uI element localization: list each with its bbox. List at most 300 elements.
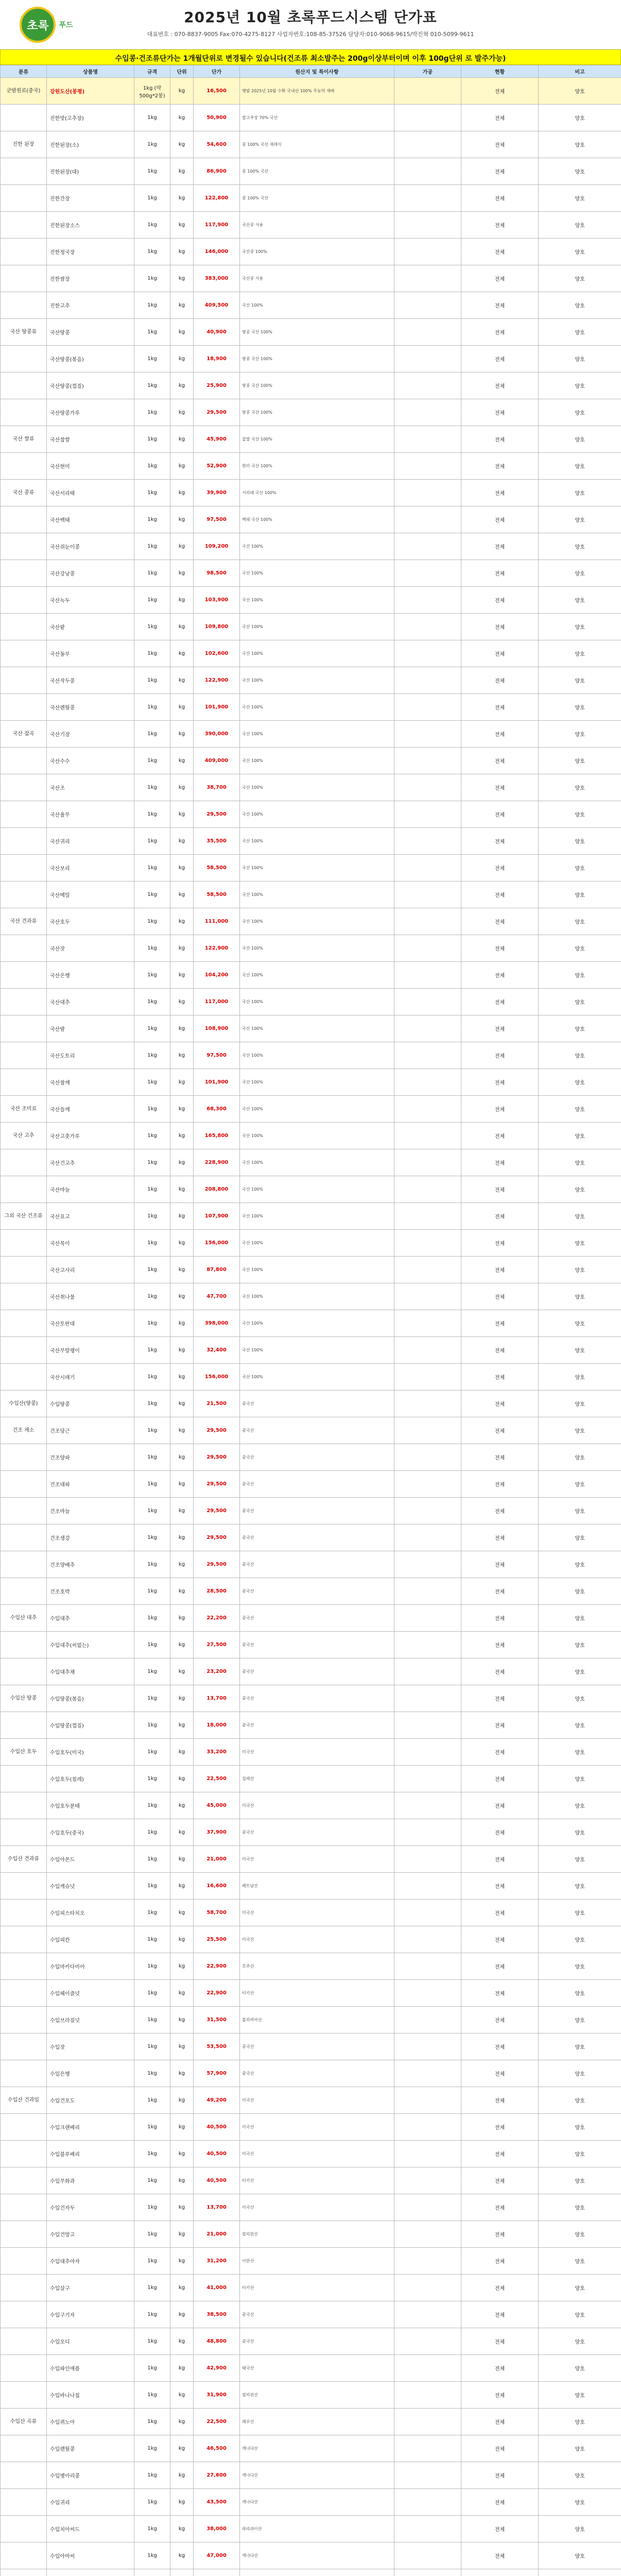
note-cell: 국산 100%: [240, 1149, 394, 1176]
note-cell: 백태 국산 100%: [240, 506, 394, 533]
mark-cell: [394, 1739, 461, 1766]
table-row: [1, 346, 621, 372]
spec-cell: 1kg: [134, 1900, 170, 1926]
table-row: [1, 801, 621, 828]
mark-cell: [394, 1792, 461, 1819]
price-cell: 22,200: [194, 1605, 240, 1632]
unit-cell: kg: [170, 1873, 194, 1900]
mark-cell: [394, 1819, 461, 1846]
spec-cell: 1kg: [134, 2516, 170, 2543]
product-name-cell: 수입대추(씨없는): [47, 1632, 134, 1658]
price-cell: 31,200: [194, 2248, 240, 2275]
unit-cell: kg: [170, 1498, 194, 1524]
process-cell: 전체: [461, 1980, 539, 2007]
price-cell: 97,500: [194, 506, 240, 533]
table-row: [1, 1015, 621, 1042]
mark-cell: [394, 1471, 461, 1498]
status-cell: 양호: [539, 882, 621, 908]
status-cell: 양호: [539, 1444, 621, 1471]
spec-cell: [134, 2569, 170, 2576]
process-cell: 전체: [461, 882, 539, 908]
unit-cell: kg: [170, 2194, 194, 2221]
unit-cell: kg: [170, 2275, 194, 2301]
category-cell: [1, 2355, 47, 2382]
status-cell: 양호: [539, 1417, 621, 1444]
spec-cell: 1kg: [134, 1310, 170, 1337]
status-cell: 양호: [539, 1792, 621, 1819]
table-row: [1, 1739, 621, 1766]
process-cell: 전체: [461, 1873, 539, 1900]
note-cell: 중국산: [240, 1685, 394, 1712]
note-cell: 현미 국산 100%: [240, 453, 394, 480]
column-header: 가공: [394, 65, 461, 78]
table-row: [1, 2114, 621, 2141]
mark-cell: [394, 2194, 461, 2221]
mark-cell: [394, 2033, 461, 2060]
mark-cell: [394, 1873, 461, 1900]
note-cell: 태국산: [240, 2355, 394, 2382]
note-cell: 페루산: [240, 2409, 394, 2435]
process-cell: 전체: [461, 346, 539, 372]
table-row: [1, 2194, 621, 2221]
category-cell: [1, 2221, 47, 2248]
unit-cell: kg: [170, 855, 194, 882]
unit-cell: kg: [170, 1658, 194, 1685]
unit-cell: kg: [170, 1230, 194, 1257]
product-name-cell: 수입캐슈넛: [47, 1873, 134, 1900]
status-cell: 양호: [539, 667, 621, 694]
price-cell: 41,000: [194, 2275, 240, 2301]
mark-cell: [394, 1257, 461, 1283]
note-cell: 미국산: [240, 1792, 394, 1819]
unit-cell: kg: [170, 721, 194, 748]
category-cell: [1, 506, 47, 533]
table-row: [1, 1658, 621, 1685]
category-cell: [1, 1551, 47, 1578]
unit-cell: kg: [170, 399, 194, 426]
note-cell: 국산 100%: [240, 828, 394, 855]
table-row: [1, 1792, 621, 1819]
mark-cell: [394, 1283, 461, 1310]
spec-cell: 1kg: [134, 1712, 170, 1739]
spec-cell: 1kg: [134, 105, 170, 131]
unit-cell: kg: [170, 480, 194, 506]
table-row: [1, 2382, 621, 2409]
category-cell: 수입산 호두: [1, 1739, 47, 1766]
process-cell: 전체: [461, 1042, 539, 1069]
unit-cell: kg: [170, 2489, 194, 2516]
table-row: [1, 1926, 621, 1953]
table-row: [1, 1846, 621, 1873]
product-name-cell: 국산대추: [47, 989, 134, 1015]
note-cell: 콩 100% 국산: [240, 185, 394, 212]
product-name-cell: 국산렌틸콩: [47, 694, 134, 721]
spec-cell: 1kg: [134, 2060, 170, 2087]
process-cell: 전체: [461, 1846, 539, 1873]
category-cell: [1, 614, 47, 640]
product-name-cell: 수입대추채: [47, 1658, 134, 1685]
note-cell: 햇밤 2025년 10월 수확 국내산 100% 무농약 재배: [240, 78, 394, 105]
spec-cell: 1kg: [134, 721, 170, 748]
price-cell: 22,500: [194, 1766, 240, 1792]
process-cell: 전체: [461, 480, 539, 506]
unit-cell: kg: [170, 453, 194, 480]
unit-cell: kg: [170, 1712, 194, 1739]
note-cell: 국산 100%: [240, 560, 394, 587]
price-cell: 21,000: [194, 1846, 240, 1873]
product-name-cell: 국산백태: [47, 506, 134, 533]
note-cell: 콩 100% 국산 재래식: [240, 131, 394, 158]
price-cell: 58,500: [194, 855, 240, 882]
unit-cell: kg: [170, 1444, 194, 1471]
status-cell: 양호: [539, 372, 621, 399]
note-cell: 중국산: [240, 1658, 394, 1685]
mark-cell: [394, 828, 461, 855]
note-cell: 콩 100% 국산: [240, 158, 394, 185]
spec-cell: 1kg: [134, 1926, 170, 1953]
unit-cell: kg: [170, 1203, 194, 1230]
status-cell: 양호: [539, 614, 621, 640]
category-cell: [1, 2114, 47, 2141]
spec-cell: 1kg: [134, 1953, 170, 1980]
category-cell: [1, 1792, 47, 1819]
unit-cell: kg: [170, 2301, 194, 2328]
mark-cell: [394, 2328, 461, 2355]
table-row: [1, 1257, 621, 1283]
unit-cell: kg: [170, 908, 194, 935]
price-cell: 156,000: [194, 1364, 240, 1391]
process-cell: 전체: [461, 1471, 539, 1498]
product-name-cell: 국산수수: [47, 748, 134, 774]
status-cell: 양호: [539, 1900, 621, 1926]
table-row: [1, 1230, 621, 1257]
category-cell: [1, 105, 47, 131]
product-name-cell: 건조양배추: [47, 1551, 134, 1578]
mark-cell: [394, 1926, 461, 1953]
price-cell: 48,800: [194, 2328, 240, 2355]
category-cell: [1, 1980, 47, 2007]
unit-cell: kg: [170, 1819, 194, 1846]
price-cell: 28,500: [194, 1578, 240, 1605]
process-cell: 전체: [461, 2167, 539, 2194]
note-cell: 국산 100%: [240, 748, 394, 774]
mark-cell: [394, 640, 461, 667]
mark-cell: [394, 1900, 461, 1926]
status-cell: 양호: [539, 748, 621, 774]
table-row: [1, 1873, 621, 1900]
process-cell: 전체: [461, 78, 539, 105]
status-cell: 양호: [539, 212, 621, 239]
product-name-cell: 국산은행: [47, 962, 134, 989]
price-cell: 52,900: [194, 453, 240, 480]
category-cell: [1, 2301, 47, 2328]
mark-cell: [394, 2301, 461, 2328]
process-cell: 전체: [461, 2114, 539, 2141]
process-cell: 전체: [461, 105, 539, 131]
spec-cell: 1kg: [134, 1471, 170, 1498]
unit-cell: kg: [170, 2060, 194, 2087]
process-cell: 전체: [461, 2409, 539, 2435]
process-cell: 전체: [461, 372, 539, 399]
status-cell: 양호: [539, 158, 621, 185]
process-cell: 전체: [461, 506, 539, 533]
table-row: [1, 506, 621, 533]
price-cell: 86,900: [194, 158, 240, 185]
mark-cell: [394, 453, 461, 480]
product-name-cell: 진한맛(고추장): [47, 105, 134, 131]
note-cell: 파라과이산: [240, 2516, 394, 2543]
table-row: [1, 2087, 621, 2114]
status-cell: 양호: [539, 1551, 621, 1578]
product-name-cell: 국산무말랭이: [47, 1337, 134, 1364]
category-cell: [1, 265, 47, 292]
mark-cell: [394, 748, 461, 774]
status-cell: 양호: [539, 131, 621, 158]
note-cell: 중국산: [240, 1605, 394, 1632]
spec-cell: 1kg: [134, 319, 170, 346]
mark-cell: [394, 1176, 461, 1203]
mark-cell: [394, 1391, 461, 1417]
mark-cell: [394, 2382, 461, 2409]
unit-cell: kg: [170, 2033, 194, 2060]
spec-cell: 1kg: [134, 533, 170, 560]
spec-cell: 1kg: [134, 1283, 170, 1310]
price-cell: 109,200: [194, 533, 240, 560]
status-cell: 양호: [539, 2007, 621, 2033]
table-row: [1, 533, 621, 560]
mark-cell: [394, 1069, 461, 1096]
product-name-cell: 수입땅콩(볶음): [47, 1685, 134, 1712]
mark-cell: [394, 1980, 461, 2007]
note-cell: 중국산: [240, 1471, 394, 1498]
note-cell: 국산 100%: [240, 801, 394, 828]
category-cell: [1, 1444, 47, 1471]
unit-cell: kg: [170, 1846, 194, 1873]
price-cell: 29,500: [194, 1444, 240, 1471]
spec-cell: 1kg: [134, 614, 170, 640]
process-cell: 전체: [461, 2543, 539, 2569]
spec-cell: 1kg: [134, 774, 170, 801]
unit-cell: kg: [170, 587, 194, 614]
product-name-cell: 수입구기자: [47, 2301, 134, 2328]
logo-mark: 초록: [20, 7, 56, 43]
status-cell: 양호: [539, 1176, 621, 1203]
price-cell: 108,900: [194, 1015, 240, 1042]
product-name-cell: 수입건망고: [47, 2221, 134, 2248]
process-cell: 전체: [461, 2248, 539, 2275]
spec-cell: 1kg: [134, 1257, 170, 1283]
table-header-row: [1, 65, 621, 78]
unit-cell: [170, 2569, 194, 2576]
status-cell: 양호: [539, 774, 621, 801]
product-name-cell: 수입블루베리: [47, 2141, 134, 2167]
product-name-cell: 국산서리태: [47, 480, 134, 506]
category-cell: [1, 372, 47, 399]
process-cell: 전체: [461, 1766, 539, 1792]
mark-cell: [394, 2141, 461, 2167]
table-row: [1, 1551, 621, 1578]
unit-cell: kg: [170, 1471, 194, 1498]
process-cell: 전체: [461, 426, 539, 453]
spec-cell: 1kg: [134, 1792, 170, 1819]
note-cell: 터키산: [240, 2167, 394, 2194]
process-cell: 전체: [461, 1283, 539, 1310]
price-cell: 102,600: [194, 640, 240, 667]
mark-cell: [394, 1337, 461, 1364]
unit-cell: kg: [170, 2409, 194, 2435]
status-cell: 양호: [539, 1766, 621, 1792]
unit-cell: kg: [170, 2516, 194, 2543]
mark-cell: [394, 1096, 461, 1123]
process-cell: 전체: [461, 399, 539, 426]
price-cell: 43,500: [194, 2489, 240, 2516]
status-cell: 양호: [539, 1712, 621, 1739]
column-header: 단위: [170, 65, 194, 78]
process-cell: 전체: [461, 2194, 539, 2221]
mark-cell: [394, 2516, 461, 2543]
note-cell: 국산 100%: [240, 908, 394, 935]
status-cell: 양호: [539, 533, 621, 560]
table-row: [1, 2275, 621, 2301]
product-name-cell: 수입대추야자: [47, 2248, 134, 2275]
mark-cell: [394, 2275, 461, 2301]
spec-cell: 1kg: [134, 1015, 170, 1042]
price-cell: 25,900: [194, 372, 240, 399]
mark-cell: [394, 319, 461, 346]
note-cell: 국산콩 사용: [240, 212, 394, 239]
table-row: [1, 667, 621, 694]
category-cell: 수입산(땅콩): [1, 1391, 47, 1417]
mark-cell: [394, 2435, 461, 2462]
category-cell: 수입산 건과일: [1, 2087, 47, 2114]
product-name-cell: 수입건자두: [47, 2194, 134, 2221]
spec-cell: 1kg: [134, 667, 170, 694]
table-row: [1, 105, 621, 131]
price-cell: 111,000: [194, 908, 240, 935]
unit-cell: kg: [170, 292, 194, 319]
table-row: [1, 2489, 621, 2516]
logo-sub: 푸드: [59, 21, 73, 29]
spec-cell: 1kg: [134, 158, 170, 185]
note-cell: 중국산: [240, 1524, 394, 1551]
process-cell: 전체: [461, 614, 539, 640]
price-cell: 29,500: [194, 1417, 240, 1444]
unit-cell: kg: [170, 1257, 194, 1283]
product-name-cell: 국산마늘: [47, 1176, 134, 1203]
mark-cell: [394, 882, 461, 908]
status-cell: 양호: [539, 560, 621, 587]
note-cell: 중국산: [240, 1498, 394, 1524]
spec-cell: 1kg: [134, 2489, 170, 2516]
note-cell: 볼리비아산: [240, 2007, 394, 2033]
mark-cell: [394, 1498, 461, 1524]
category-cell: 수입산 땅콩: [1, 1685, 47, 1712]
price-cell: 40,500: [194, 2114, 240, 2141]
mark-cell: [394, 1230, 461, 1257]
category-cell: 국산 조미료: [1, 1096, 47, 1123]
unit-cell: kg: [170, 1015, 194, 1042]
product-name-cell: 진한된장(대): [47, 158, 134, 185]
price-cell: 45,000: [194, 1792, 240, 1819]
table-row: [1, 2435, 621, 2462]
table-row: [1, 1498, 621, 1524]
price-cell: 39,900: [194, 480, 240, 506]
category-cell: 건조 채소: [1, 1417, 47, 1444]
price-cell: 109,800: [194, 614, 240, 640]
table-row: [1, 1310, 621, 1337]
category-cell: [1, 2060, 47, 2087]
mark-cell: [394, 2114, 461, 2141]
product-name-cell: 국산고춧가루: [47, 1123, 134, 1149]
category-cell: [1, 1900, 47, 1926]
spec-cell: 1kg: [134, 2141, 170, 2167]
table-row: [1, 2167, 621, 2194]
status-cell: 양호: [539, 2516, 621, 2543]
category-cell: [1, 1926, 47, 1953]
status-cell: 양호: [539, 2489, 621, 2516]
status-cell: 양호: [539, 721, 621, 748]
table-row: [1, 1391, 621, 1417]
note-cell: 캐나다산: [240, 2543, 394, 2569]
product-name-cell: 국산시래기: [47, 1364, 134, 1391]
price-cell: 18,900: [194, 346, 240, 372]
process-cell: 전체: [461, 908, 539, 935]
unit-cell: kg: [170, 1310, 194, 1337]
status-cell: 양호: [539, 453, 621, 480]
note-cell: 국산 100%: [240, 667, 394, 694]
table-row: [1, 185, 621, 212]
mark-cell: [394, 774, 461, 801]
price-cell: 58,700: [194, 1900, 240, 1926]
product-name-cell: 국산작두콩: [47, 667, 134, 694]
status-cell: 양호: [539, 1203, 621, 1230]
process-cell: 전체: [461, 1792, 539, 1819]
mark-cell: [394, 1632, 461, 1658]
status-cell: 양호: [539, 1953, 621, 1980]
price-cell: 101,900: [194, 694, 240, 721]
note-cell: 국산 100%: [240, 882, 394, 908]
mark-cell: [394, 560, 461, 587]
mark-cell: [394, 1524, 461, 1551]
category-cell: [1, 989, 47, 1015]
status-cell: 양호: [539, 1096, 621, 1123]
product-name-cell: 국산메밀: [47, 882, 134, 908]
spec-cell: 1kg: [134, 426, 170, 453]
process-cell: 전체: [461, 587, 539, 614]
price-cell: 29,500: [194, 399, 240, 426]
spec-cell: 1kg: [134, 1524, 170, 1551]
mark-cell: [394, 265, 461, 292]
unit-cell: kg: [170, 2543, 194, 2569]
category-cell: [1, 2435, 47, 2462]
process-cell: 전체: [461, 1364, 539, 1391]
price-cell: 47,000: [194, 2543, 240, 2569]
spec-cell: 1kg: [134, 748, 170, 774]
note-cell: 국산콩 사용: [240, 265, 394, 292]
table-row: [1, 962, 621, 989]
mark-cell: [394, 239, 461, 265]
product-name-cell: 국산땅콩가루: [47, 399, 134, 426]
table-row: [1, 908, 621, 935]
spec-cell: 1kg: [134, 2007, 170, 2033]
unit-cell: kg: [170, 560, 194, 587]
category-cell: [1, 1364, 47, 1391]
mark-cell: [394, 2007, 461, 2033]
status-cell: 양호: [539, 2167, 621, 2194]
category-cell: [1, 1176, 47, 1203]
product-name-cell: 수입피칸: [47, 1926, 134, 1953]
mark-cell: [394, 533, 461, 560]
